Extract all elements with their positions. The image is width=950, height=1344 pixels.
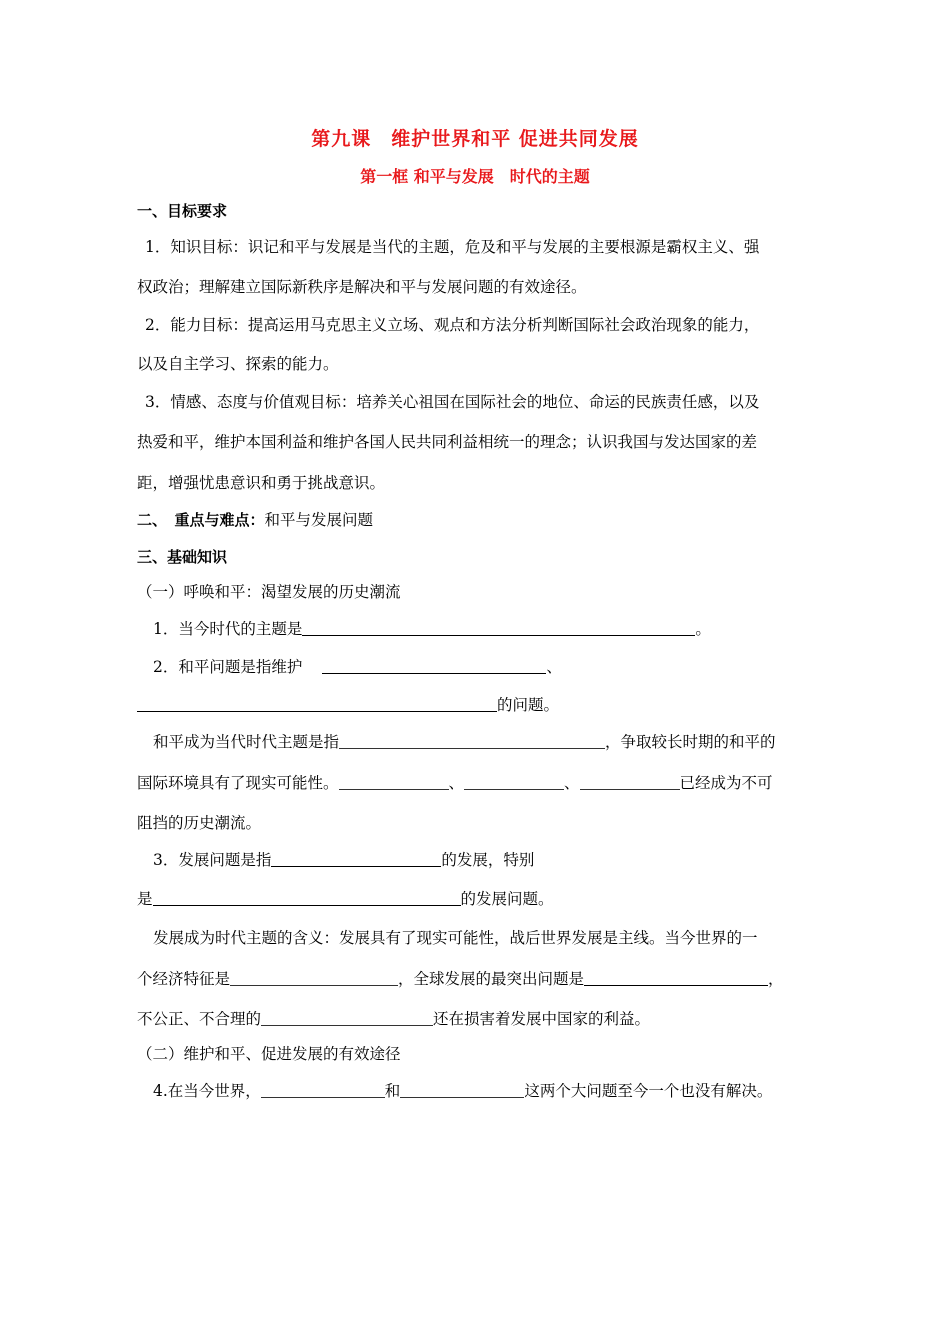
q3-suffix: 的发展，特别	[441, 851, 535, 869]
p2b-blank-2[interactable]	[584, 969, 768, 986]
p1b-sep-2: 、	[564, 774, 580, 792]
question-4	[153, 1080, 772, 1102]
development-line-2	[137, 968, 784, 990]
q4-middle: 和	[384, 1082, 401, 1100]
p1-blank[interactable]	[339, 732, 605, 749]
q3-prefix: 3．发展问题是指	[153, 851, 272, 869]
development-line-3	[137, 1008, 650, 1030]
objective-1-line-1: 1．知识目标：识记和平与发展是当代的主题，危及和平与发展的主要根源是霸权主义、强	[145, 238, 760, 256]
question-2	[153, 656, 562, 678]
objective-2-line-1: 2．能力目标：提高运用马克思主义立场、观点和方法分析判断国际社会政治现象的能力，	[145, 316, 760, 334]
q3-blank-1[interactable]	[271, 850, 441, 867]
subheading-peace: （一）呼唤和平：渴望发展的历史潮流	[137, 583, 401, 601]
q1-prefix: 1．当今时代的主题是	[153, 620, 303, 638]
q2-prefix: 2．和平问题是指维护	[153, 658, 303, 676]
q1-blank[interactable]	[302, 619, 695, 636]
p1b-blank-1[interactable]	[339, 773, 449, 790]
p2b-middle: ，全球发展的最突出问题是	[398, 970, 585, 988]
peace-theme-line-3: 阻挡的历史潮流。	[137, 814, 262, 832]
q2-blank-1[interactable]	[322, 657, 546, 674]
p1b-blank-2[interactable]	[464, 773, 564, 790]
q2-blank-2[interactable]	[137, 695, 497, 712]
development-line-1: 发展成为时代主题的含义：发展具有了现实可能性，战后世界发展是主线。当今世界的一	[153, 929, 758, 947]
p1b-suffix: 已经成为不可	[679, 774, 773, 792]
objective-2-line-2: 以及自主学习、探索的能力。	[137, 355, 339, 373]
peace-theme-line-1	[153, 731, 776, 753]
section-subtitle: 第一框 和平与发展 时代的主题	[360, 167, 590, 186]
p2b-blank-1[interactable]	[230, 969, 398, 986]
q2-separator: 、	[546, 658, 562, 676]
heading-key-points	[137, 509, 373, 531]
q2-suffix: 的问题。	[497, 696, 560, 714]
q4-prefix: 4.在当今世界，	[153, 1082, 261, 1100]
objective-3-line-2: 热爱和平，维护本国利益和维护各国人民共同利益相统一的理念；认识我国与发达国家的差	[137, 433, 758, 451]
question-2-cont	[137, 694, 559, 716]
p1b-blank-3[interactable]	[580, 773, 680, 790]
p1-prefix: 和平成为当代时代主题是指	[153, 733, 340, 751]
p2c-blank[interactable]	[261, 1009, 433, 1026]
q3-blank-2[interactable]	[153, 889, 461, 906]
q1-suffix: 。	[695, 620, 711, 638]
q4-blank-2[interactable]	[400, 1081, 524, 1098]
objective-1-line-2: 权政治；理解建立国际新秩序是解决和平与发展问题的有效途径。	[137, 278, 587, 296]
key-points-text: 和平与发展问题	[264, 511, 374, 529]
question-1	[153, 618, 711, 640]
question-3	[153, 849, 534, 871]
p1-suffix: ，争取较长时期的和平的	[605, 733, 776, 751]
p1b-prefix: 国际环境具有了现实可能性。	[137, 774, 339, 792]
question-3-cont	[137, 888, 554, 910]
q4-blank-1[interactable]	[261, 1081, 385, 1098]
q3b-suffix: 的发展问题。	[460, 890, 554, 908]
heading-objectives: 一、目标要求	[137, 202, 228, 220]
p1b-sep-1: 、	[448, 774, 465, 792]
q3b-prefix: 是	[137, 890, 153, 908]
lesson-title: 第九课 维护世界和平 促进共同发展	[311, 128, 639, 150]
p2c-prefix: 不公正、不合理的	[137, 1010, 262, 1028]
p2b-prefix: 个经济特征是	[137, 970, 231, 988]
objective-3-line-1: 3．情感、态度与价值观目标：培养关心祖国在国际社会的地位、命运的民族责任感，以及	[145, 393, 760, 411]
heading-basic-knowledge: 三、基础知识	[137, 548, 228, 566]
p2b-suffix: ，	[768, 970, 784, 988]
subheading-paths: （二）维护和平、促进发展的有效途径	[137, 1045, 401, 1063]
p2c-suffix: 还在损害着发展中国家的利益。	[433, 1010, 651, 1028]
q4-suffix: 这两个大问题至今一个也没有解决。	[524, 1082, 773, 1100]
objective-3-line-3: 距，增强忧患意识和勇于挑战意识。	[137, 474, 386, 492]
peace-theme-line-2	[137, 772, 773, 794]
key-points-label: 二、 重点与难点：	[137, 511, 265, 529]
